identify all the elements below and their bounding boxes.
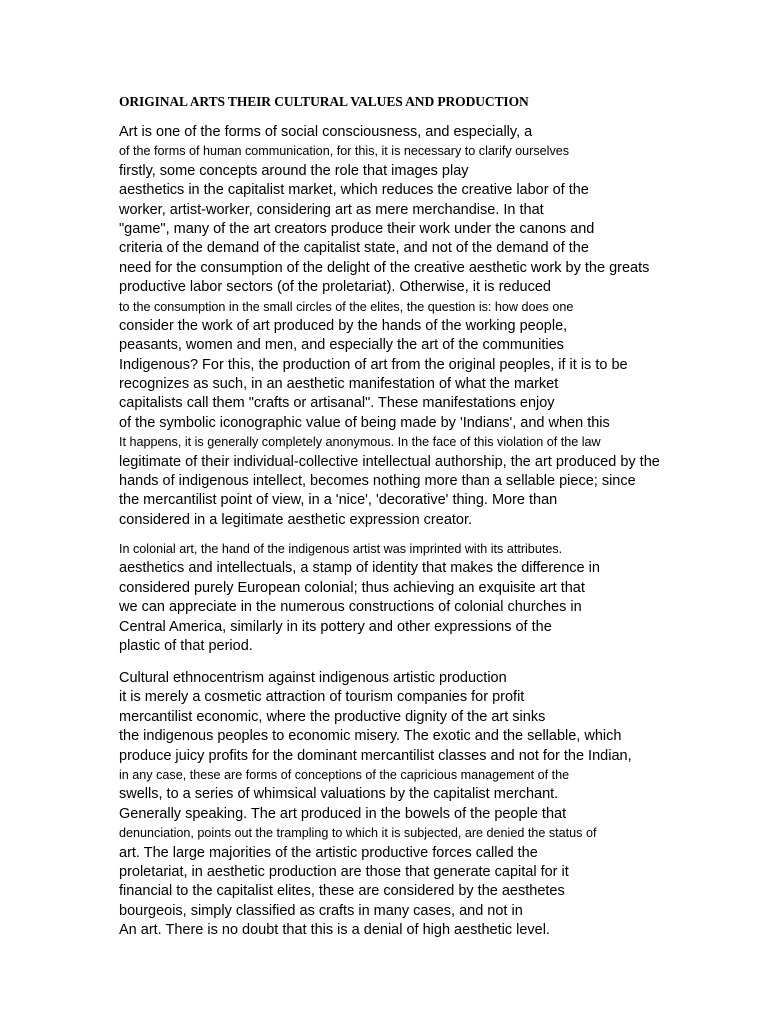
text-line: it is merely a cosmetic attraction of tourism companies for profit [119, 689, 525, 706]
text-line: Art is one of the forms of social consciousness, and especially, a [119, 124, 533, 140]
text-line: peasants, women and men, and especially the art of the communities [119, 337, 564, 354]
text-line: It happens, it is generally completely anonymous. In the face of this violation of the law [119, 435, 601, 450]
text-line: legitimate of their individual-collective intellectual authorship, the art produced by the [119, 453, 660, 470]
text-line: considered in a legitimate aesthetic expression creator. [119, 511, 473, 528]
text-line: In colonial art, the hand of the indigenous artist was imprinted with its attributes. [119, 542, 563, 556]
text-line: to the consumption in the small circles of the elites, the question is: how does one [119, 299, 574, 314]
text-line: plastic of that period. [119, 637, 253, 654]
text-line: Cultural ethnocentrism against indigenous artistic production [119, 670, 507, 686]
text-line: hands of indigenous intellect, becomes nothing more than a sellable piece; since [119, 473, 636, 490]
text-line: the indigenous peoples to economic misery. The exotic and the sellable, which [119, 728, 622, 745]
text-line: consider the work of art produced by the hands of the working people, [119, 317, 568, 334]
text-line: in any case, these are forms of conceptions of the capricious management of the [119, 767, 570, 782]
text-line: produce juicy profits for the dominant mercantilist classes and not for the Indian, [119, 747, 632, 764]
text-line: firstly, some concepts around the role that images play [119, 162, 469, 179]
document-title: ORIGINAL ARTS THEIR CULTURAL VALUES AND PRODUCTION [119, 94, 529, 109]
text-line: we can appreciate in the numerous constructions of colonial churches in [119, 599, 582, 616]
text-line: Central America, similarly in its pottery and other expressions of the [119, 618, 552, 635]
text-line: considered purely European colonial; thus achieving an exquisite art that [119, 579, 585, 596]
text-line: worker, artist-worker, considering art as mere merchandise. In that [119, 201, 544, 218]
text-line: An art. There is no doubt that this is a denial of high aesthetic level. [119, 922, 550, 939]
text-line: art. The large majorities of the artistic productive forces called the [119, 844, 538, 861]
text-line: capitalists call them "crafts or artisanal". These manifestations enjoy [119, 395, 555, 412]
text-line: Indigenous? For this, the production of art from the original peoples, if it is to be [119, 356, 628, 373]
text-line: productive labor sectors (of the proletariat). Otherwise, it is reduced [119, 279, 551, 296]
text-line: Generally speaking. The art produced in the bowels of the people that [119, 805, 567, 822]
text-line: denunciation, points out the trampling to which it is subjected, are denied the status of [119, 826, 597, 841]
text-line: "game", many of the art creators produce their work under the canons and [119, 220, 595, 237]
text-line: of the symbolic iconographic value of being made by 'Indians', and when this [119, 414, 610, 431]
text-line: the mercantilist point of view, in a 'nice', 'decorative' thing. More than [119, 492, 558, 509]
text-line: criteria of the demand of the capitalist state, and not of the demand of the [119, 240, 589, 257]
text-line: aesthetics in the capitalist market, which reduces the creative labor of the [119, 182, 589, 199]
text-line: proletariat, in aesthetic production are those that generate capital for it [119, 863, 569, 880]
text-line: aesthetics and intellectuals, a stamp of identity that makes the difference in [119, 560, 600, 577]
paragraph-2 [119, 540, 739, 656]
text-line: swells, to a series of whimsical valuations by the capitalist merchant. [119, 786, 559, 803]
text-line: of the forms of human communication, for this, it is necessary to clarify ourselves [119, 144, 570, 159]
paragraph-1 [119, 123, 739, 530]
text-line: recognizes as such, in an aesthetic manifestation of what the market [119, 376, 559, 393]
text-line: financial to the capitalist elites, these are considered by the aesthetes [119, 883, 565, 900]
text-line: need for the consumption of the delight of the creative aesthetic work by the greats [119, 259, 650, 276]
paragraph-3 [119, 669, 739, 940]
text-line: mercantilist economic, where the productive dignity of the art sinks [119, 708, 546, 725]
text-line: bourgeois, simply classified as crafts in many cases, and not in [119, 902, 523, 919]
